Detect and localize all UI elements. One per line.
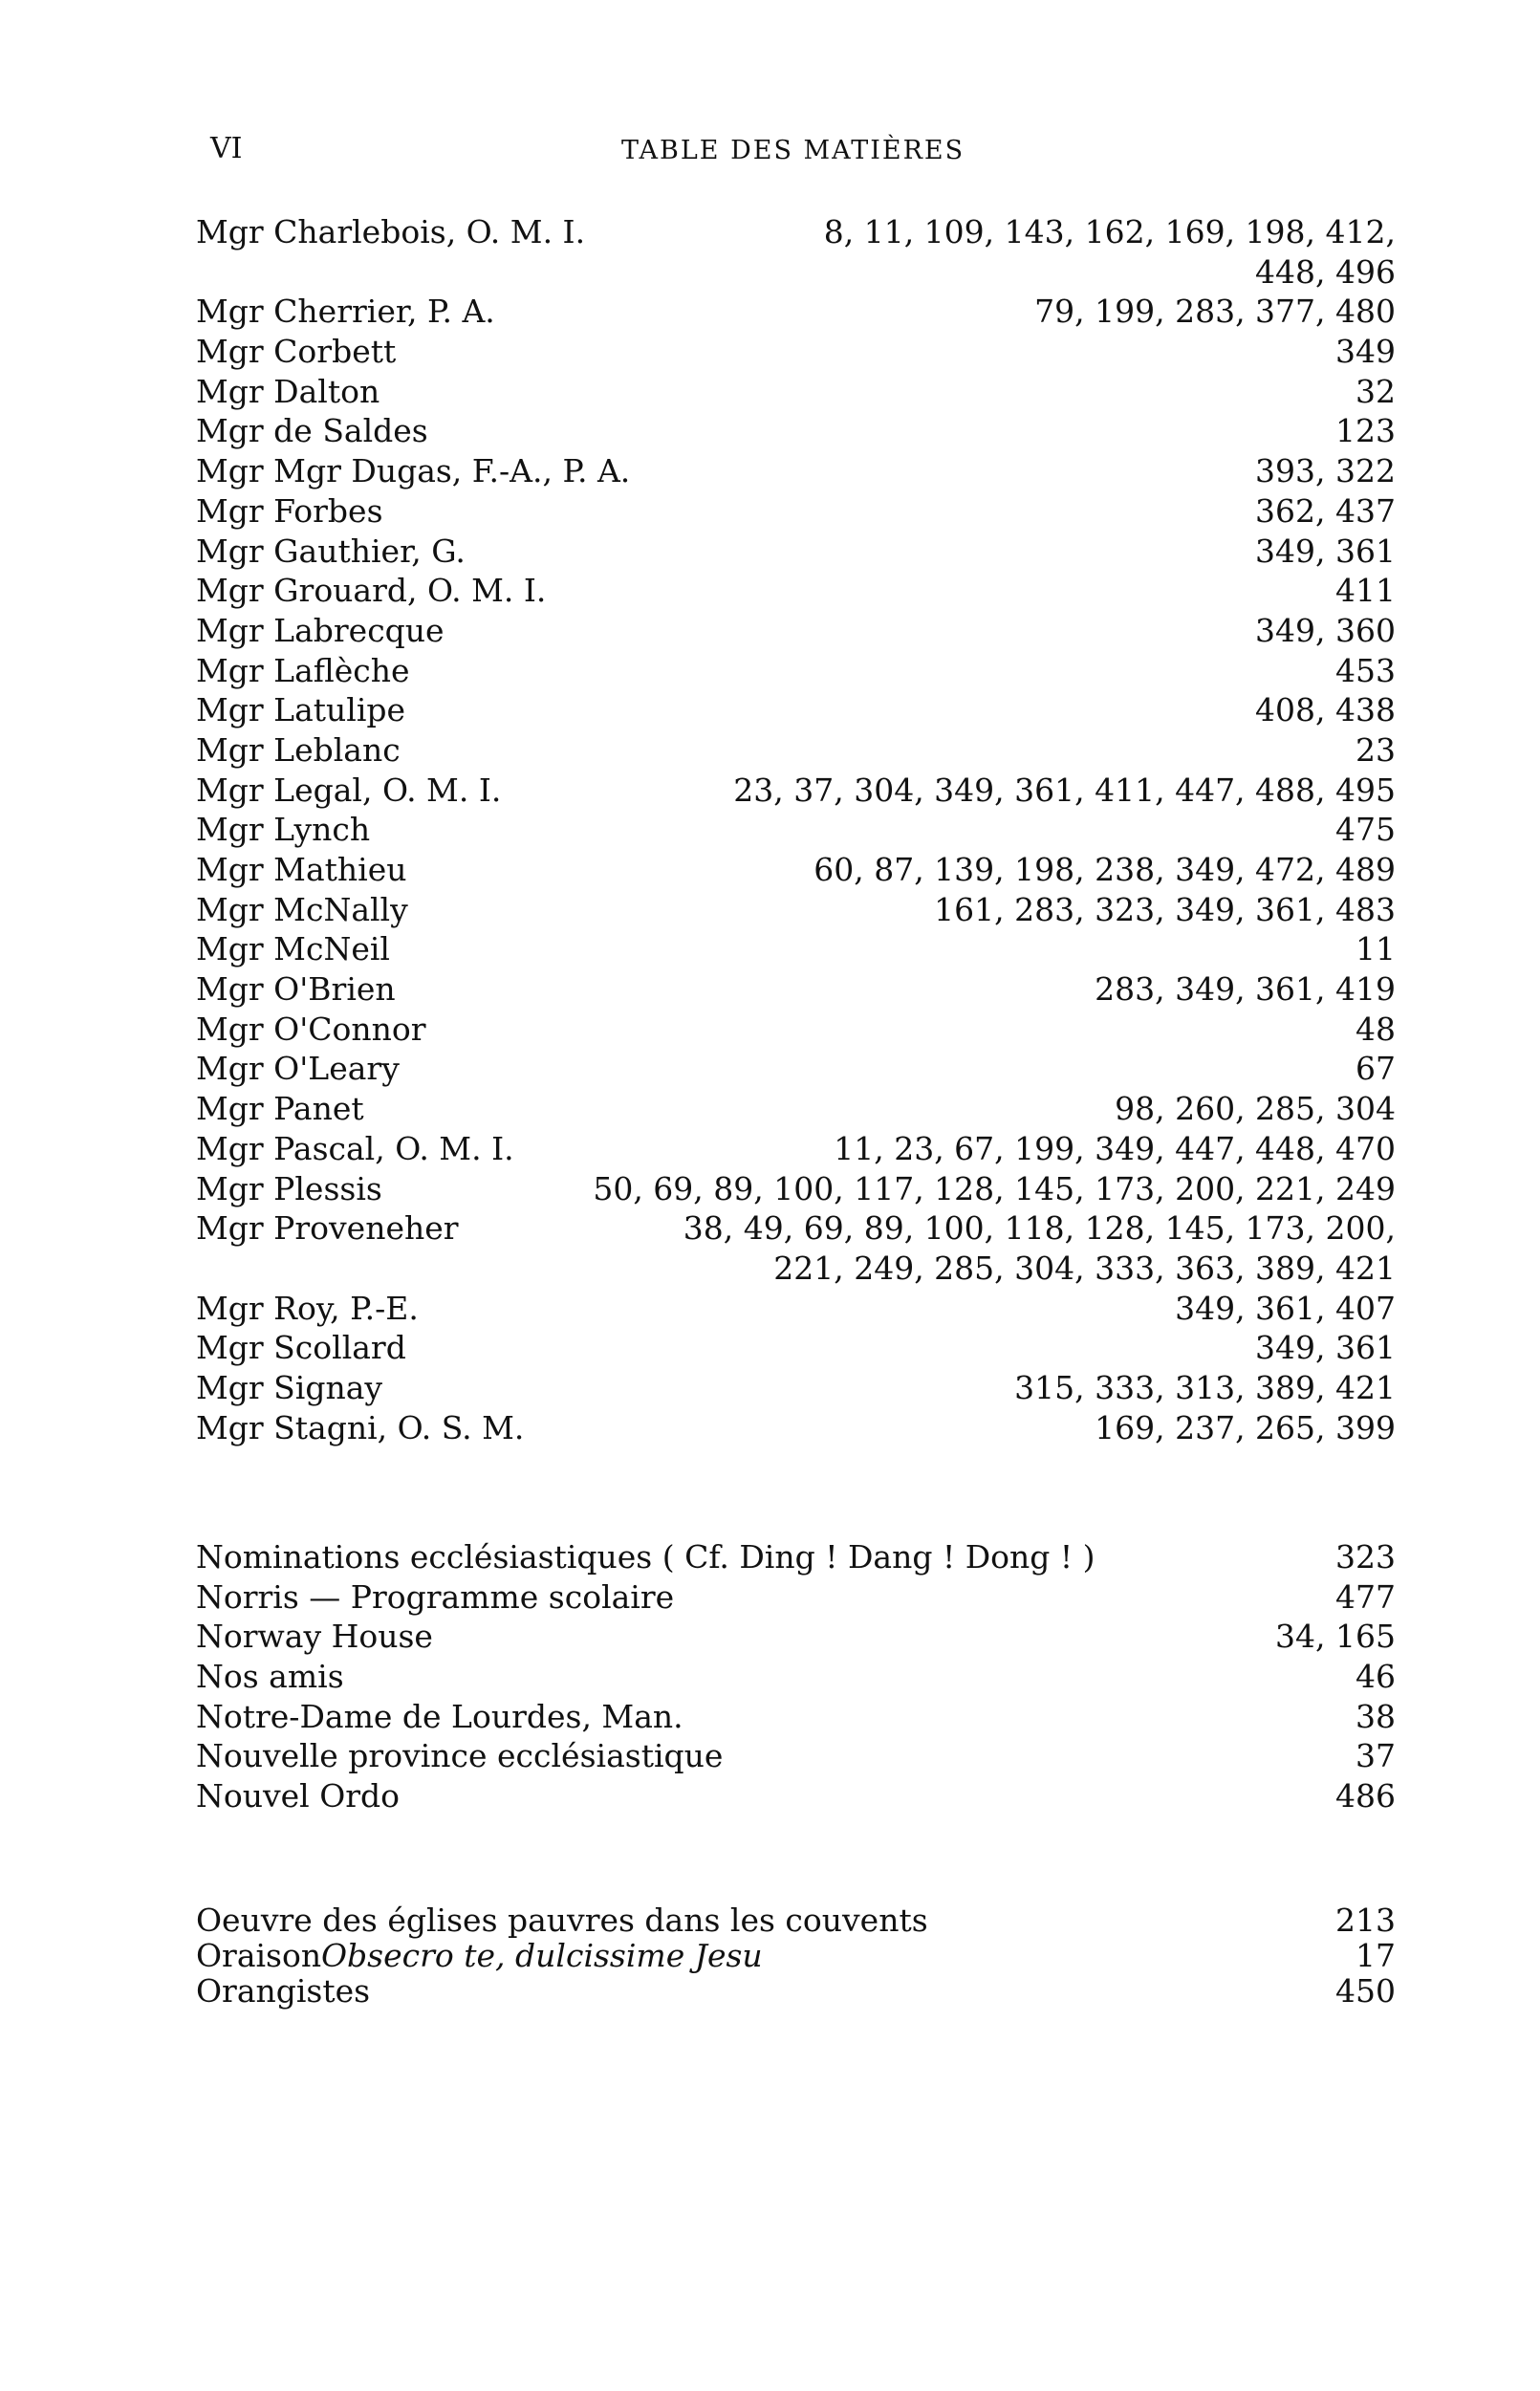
entry-pages: 486 <box>1335 1777 1396 1815</box>
entry-name: Nos amis <box>196 1658 344 1696</box>
entry-name: Mgr Lynch <box>196 811 371 849</box>
index-entry <box>196 1169 1396 1209</box>
index-entry <box>196 372 1396 412</box>
index-entry <box>196 1736 1396 1776</box>
page-header <box>210 132 1386 180</box>
index-entry <box>196 491 1396 532</box>
entry-pages: 349, 361 <box>1255 532 1396 570</box>
index-entry <box>196 532 1396 572</box>
entry-name: Nouvelle province ecclésiastique <box>196 1737 724 1775</box>
index-entry <box>196 1249 1396 1289</box>
entry-pages: 34, 165 <box>1275 1618 1396 1656</box>
entry-name: Mgr Latulipe <box>196 691 406 729</box>
entry-name: Mgr Signay <box>196 1368 383 1406</box>
entry-name: Mgr McNally <box>196 890 408 928</box>
entry-name: Mgr Dalton <box>196 372 380 410</box>
entry-name: Nominations ecclésiastiques ( Cf. Ding ! Dang ! Dong ! ) <box>196 1538 1095 1576</box>
index-entry <box>196 332 1396 372</box>
entry-name: Mgr Stagni, O. S. M. <box>196 1408 525 1446</box>
entry-name: Mgr Corbett <box>196 333 397 371</box>
index-entry <box>196 1089 1396 1129</box>
entry-pages: 67 <box>1356 1050 1396 1088</box>
entry-name: Mgr Roy, P.-E. <box>196 1289 419 1327</box>
entry-pages: 32 <box>1356 372 1396 410</box>
entry-pages: 349 <box>1335 333 1396 371</box>
index-entry <box>196 611 1396 651</box>
index-entry <box>196 571 1396 611</box>
index-entry <box>196 1208 1396 1249</box>
entry-pages: 8, 11, 109, 143, 162, 169, 198, 412, <box>823 213 1396 250</box>
entry-pages: 38 <box>1356 1697 1396 1735</box>
index-entry <box>196 1617 1396 1657</box>
entry-name: Orangistes <box>196 1972 371 2010</box>
entry-pages: 315, 333, 313, 389, 421 <box>1014 1368 1396 1406</box>
entry-pages: 349, 360 <box>1255 611 1396 649</box>
entry-name: Mgr McNeil <box>196 930 390 968</box>
index-entry <box>196 850 1396 890</box>
index-entry <box>196 292 1396 332</box>
entry-pages: 408, 438 <box>1255 691 1396 729</box>
index-entry <box>196 771 1396 811</box>
index-entry <box>196 1938 1396 1973</box>
index-section-n <box>196 1537 1396 1816</box>
entry-pages: 448, 496 <box>1255 252 1396 291</box>
index-entry <box>196 810 1396 850</box>
index-entry <box>196 1697 1396 1737</box>
index-entry <box>196 929 1396 969</box>
entry-name: Mgr Leblanc <box>196 730 401 769</box>
entry-pages: 37 <box>1356 1737 1396 1775</box>
entry-pages: 453 <box>1335 651 1396 689</box>
index-section-o <box>196 1902 1396 2009</box>
entry-pages: 477 <box>1335 1577 1396 1616</box>
entry-name: Mgr de Saldes <box>196 412 428 450</box>
entry-name: Mgr O'Connor <box>196 1010 426 1048</box>
running-title: TABLE DES MATIÈRES <box>621 136 965 165</box>
index-entry <box>196 1776 1396 1816</box>
entry-name: Mgr Proveneher <box>196 1209 459 1248</box>
index-entry <box>196 1577 1396 1618</box>
entry-pages: 17 <box>1356 1937 1396 1974</box>
entry-pages: 98, 260, 285, 304 <box>1115 1090 1396 1128</box>
entry-name: Mgr Cherrier, P. A. <box>196 293 495 331</box>
entry-name: Mgr Labrecque <box>196 611 445 649</box>
entry-name: Mgr Forbes <box>196 491 383 530</box>
entry-pages: 60, 87, 139, 198, 238, 349, 472, 489 <box>813 851 1396 888</box>
entry-pages: 393, 322 <box>1255 452 1396 490</box>
page-number: VI <box>210 132 243 165</box>
entry-name: Mgr O'Brien <box>196 970 396 1009</box>
entry-pages: 411 <box>1335 572 1396 610</box>
entry-pages: 349, 361, 407 <box>1175 1289 1396 1327</box>
entry-name: Notre-Dame de Lourdes, Man. <box>196 1697 683 1735</box>
entry-name: Mgr Plessis <box>196 1169 382 1207</box>
entry-pages: 221, 249, 285, 304, 333, 363, 389, 421 <box>773 1249 1396 1287</box>
index-entry <box>196 252 1396 293</box>
index-entry <box>196 1537 1396 1577</box>
entry-pages: 161, 283, 323, 349, 361, 483 <box>934 890 1396 928</box>
index-entry <box>196 1902 1396 1938</box>
entry-pages: 23 <box>1356 730 1396 769</box>
entry-name: Mgr O'Leary <box>196 1050 400 1088</box>
entry-pages: 50, 69, 89, 100, 117, 128, 145, 173, 200, 221, 249 <box>593 1169 1396 1207</box>
entry-pages: 48 <box>1356 1010 1396 1048</box>
entry-pages: 11 <box>1356 930 1396 968</box>
entry-pages: 349, 361 <box>1255 1329 1396 1367</box>
index-entry <box>196 1368 1396 1408</box>
index-entry <box>196 730 1396 771</box>
entry-name: Mgr Grouard, O. M. I. <box>196 572 547 610</box>
entry-name: Mgr Laflèche <box>196 651 410 689</box>
entry-pages: 213 <box>1335 1902 1396 1939</box>
entry-name: Mgr Mathieu <box>196 851 407 888</box>
index-entry <box>196 690 1396 730</box>
entry-name: Mgr Panet <box>196 1090 364 1128</box>
index-entry <box>196 451 1396 491</box>
entry-pages: 283, 349, 361, 419 <box>1095 970 1396 1009</box>
entry-pages: 475 <box>1335 811 1396 849</box>
entry-name: Norway House <box>196 1618 433 1656</box>
entry-name: Mgr Charlebois, O. M. I. <box>196 213 586 250</box>
index-entry <box>196 890 1396 930</box>
index-entry <box>196 1408 1396 1448</box>
index-section-mgr <box>196 212 1396 1447</box>
entry-pages: 38, 49, 69, 89, 100, 118, 128, 145, 173, 200, <box>683 1209 1396 1248</box>
index-entry <box>196 1049 1396 1089</box>
entry-pages: 450 <box>1335 1972 1396 2010</box>
entry-name: Nouvel Ordo <box>196 1777 401 1815</box>
entry-pages: 46 <box>1356 1658 1396 1696</box>
entry-name: Mgr Mgr Dugas, F.-A., P. A. <box>196 452 631 490</box>
index-entry <box>196 1657 1396 1697</box>
index-entry <box>196 1289 1396 1329</box>
entry-name: Oeuvre des églises pauvres dans les couvents <box>196 1902 928 1939</box>
entry-name: Oraison <box>196 1937 322 1974</box>
index-entry <box>196 651 1396 691</box>
entry-pages: 169, 237, 265, 399 <box>1095 1408 1396 1446</box>
index-entry <box>196 969 1396 1010</box>
entry-name: Mgr Legal, O. M. I. <box>196 771 502 809</box>
entry-pages: 23, 37, 304, 349, 361, 411, 447, 488, 495 <box>733 771 1396 809</box>
index-entry <box>196 1129 1396 1169</box>
entry-pages: 123 <box>1335 412 1396 450</box>
entry-pages: 362, 437 <box>1255 491 1396 530</box>
entry-name-italic: Obsecro te, dulcissime Jesu <box>321 1937 763 1974</box>
entry-name: Mgr Gauthier, G. <box>196 532 466 570</box>
index-entry <box>196 1973 1396 2009</box>
index-entry <box>196 212 1396 252</box>
entry-pages: 323 <box>1335 1538 1396 1576</box>
entry-pages: 79, 199, 283, 377, 480 <box>1034 293 1396 331</box>
index-entry <box>196 1010 1396 1050</box>
index-entry <box>196 1328 1396 1368</box>
entry-name: Mgr Scollard <box>196 1329 406 1367</box>
index-entry <box>196 411 1396 451</box>
entry-name: Mgr Pascal, O. M. I. <box>196 1129 514 1167</box>
entry-pages: 11, 23, 67, 199, 349, 447, 448, 470 <box>834 1129 1396 1167</box>
entry-name: Norris — Programme scolaire <box>196 1577 675 1616</box>
